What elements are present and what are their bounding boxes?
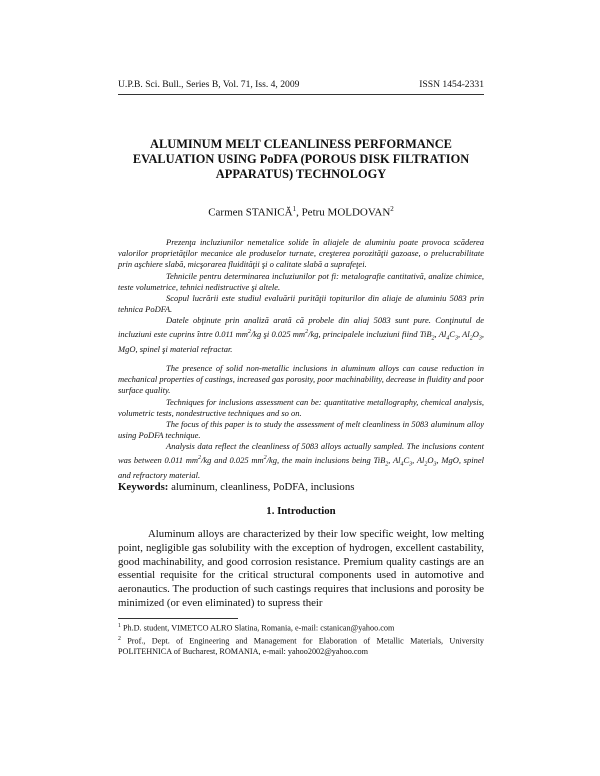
title-line-1: ALUMINUM MELT CLEANLINESS PERFORMANCE [150, 137, 452, 151]
abstract-en-paragraph: Analysis data reflect the cleanliness of 5083 alloys actually sampled. The inclusions content was between 0.011 $mm^2/kg$ and 0.025 $mm^2/kg$, the main inclusions being TiB$_2$, $Al_4C_3$, $Al_2O_3$, MgO, spinel and refractory material. [118, 441, 484, 481]
author-2: Petru MOLDOVAN [301, 206, 391, 219]
abstract-ro-paragraph: Prezenţa incluziunilor nemetalice solide în aliajele de aluminiu poate provoca scăderea valorilor proprietăţilor mecanice ale produselor turnate, creşterea porozităţii gazoase, o prelucrabilitate prin aşchiere slabă, micşorarea fluidităţii şi o calitate slabă a suprafeţei. [118, 237, 484, 270]
footnotes [118, 621, 484, 658]
author-separator: , [296, 206, 302, 219]
abstract-en-paragraph: The focus of this paper is to study the assessment of melt cleanliness in 5083 aluminum alloy using PoDFA technique. [118, 419, 484, 441]
abstract-en-paragraph: The presence of solid non-metallic inclusions in aluminum alloys can cause reduction in mechanical properties of castings, increased gas porosity, poor machinability, decrease in fluidity and poor surface quality. [118, 363, 484, 396]
abstract-ro-paragraph: Datele obţinute prin analiză arată că probele din aliaj 5083 sunt pure. Conţinutul de incluziuni este cuprins între 0.011 $mm^2/kg$ şi 0.025 $mm^2/kg$, principalele incluziuni fiind TiB$_2$, $Al_4C_3$, $Al_2O_3$, MgO, spinel şi material refractar. [118, 315, 484, 355]
keywords-text: aluminum, cleanliness, PoDFA, inclusions [168, 481, 355, 493]
introduction-paragraph: Aluminum alloys are characterized by their low specific weight, low melting point, negligible gas solubility with the exception of hydrogen, excellent castability, good machinability, and good corrosion resistance. Premium quality castings are an essential requisite for the critical structural components used in automotive and aeronautics. The production of such castings requires that inclusions and porosity be minimized (or even eliminated) to supress their [118, 528, 484, 609]
footnote-rule [118, 618, 238, 619]
header-rule [118, 94, 484, 95]
abstract-ro-paragraph: Tehnicile pentru determinarea incluziunilor pot fi: metalografie cantitativă, analize chimice, teste volumetrice, tehnici nedistructive şi altele. [118, 270, 484, 292]
keywords [118, 481, 484, 493]
author-1: Carmen STANICĂ [208, 206, 293, 219]
abstract-ro-paragraph: Scopul lucrării este studiul evaluării purităţii topiturilor din aliaje de aluminiu 5083 prin tehnica PoDFA. [118, 293, 484, 315]
issn: ISSN 1454-2331 [419, 79, 484, 90]
abstract-romanian [118, 237, 484, 356]
authors [100, 205, 502, 219]
journal-citation: U.P.B. Sci. Bull., Series B, Vol. 71, Iss. 4, 2009 [118, 79, 300, 90]
title-line-3: APPARATUS) TECHNOLOGY [215, 167, 387, 181]
keywords-label: Keywords: [118, 481, 169, 493]
abstract-english [118, 363, 484, 482]
running-header [118, 79, 484, 90]
paper-title [100, 137, 502, 182]
footnote-2: $^2$ Prof., Dept. of Engineering and Management for Elaboration of Metallic Materials, University POLITEHNICA of Bucharest, ROMANIA, e-mail: yahoo2002@yahoo.com [118, 636, 484, 657]
title-line-2: EVALUATION USING PoDFA (POROUS DISK FILTRATION [132, 152, 470, 166]
section-heading: 1. Introduction [266, 505, 336, 517]
author-2-footnote-mark: 2 [390, 205, 394, 213]
abstract-en-paragraph: Techniques for inclusions assessment can be: quantitative metallography, chemical analysis, volumetric tests, nondestructive techniques and so on. [118, 396, 484, 418]
footnote-1: $^1$ Ph.D. student, VIMETCO ALRO Slatina, Romania, e-mail: cstanican@yahoo.com [118, 623, 395, 633]
author-1-footnote-mark: 1 [292, 205, 297, 213]
